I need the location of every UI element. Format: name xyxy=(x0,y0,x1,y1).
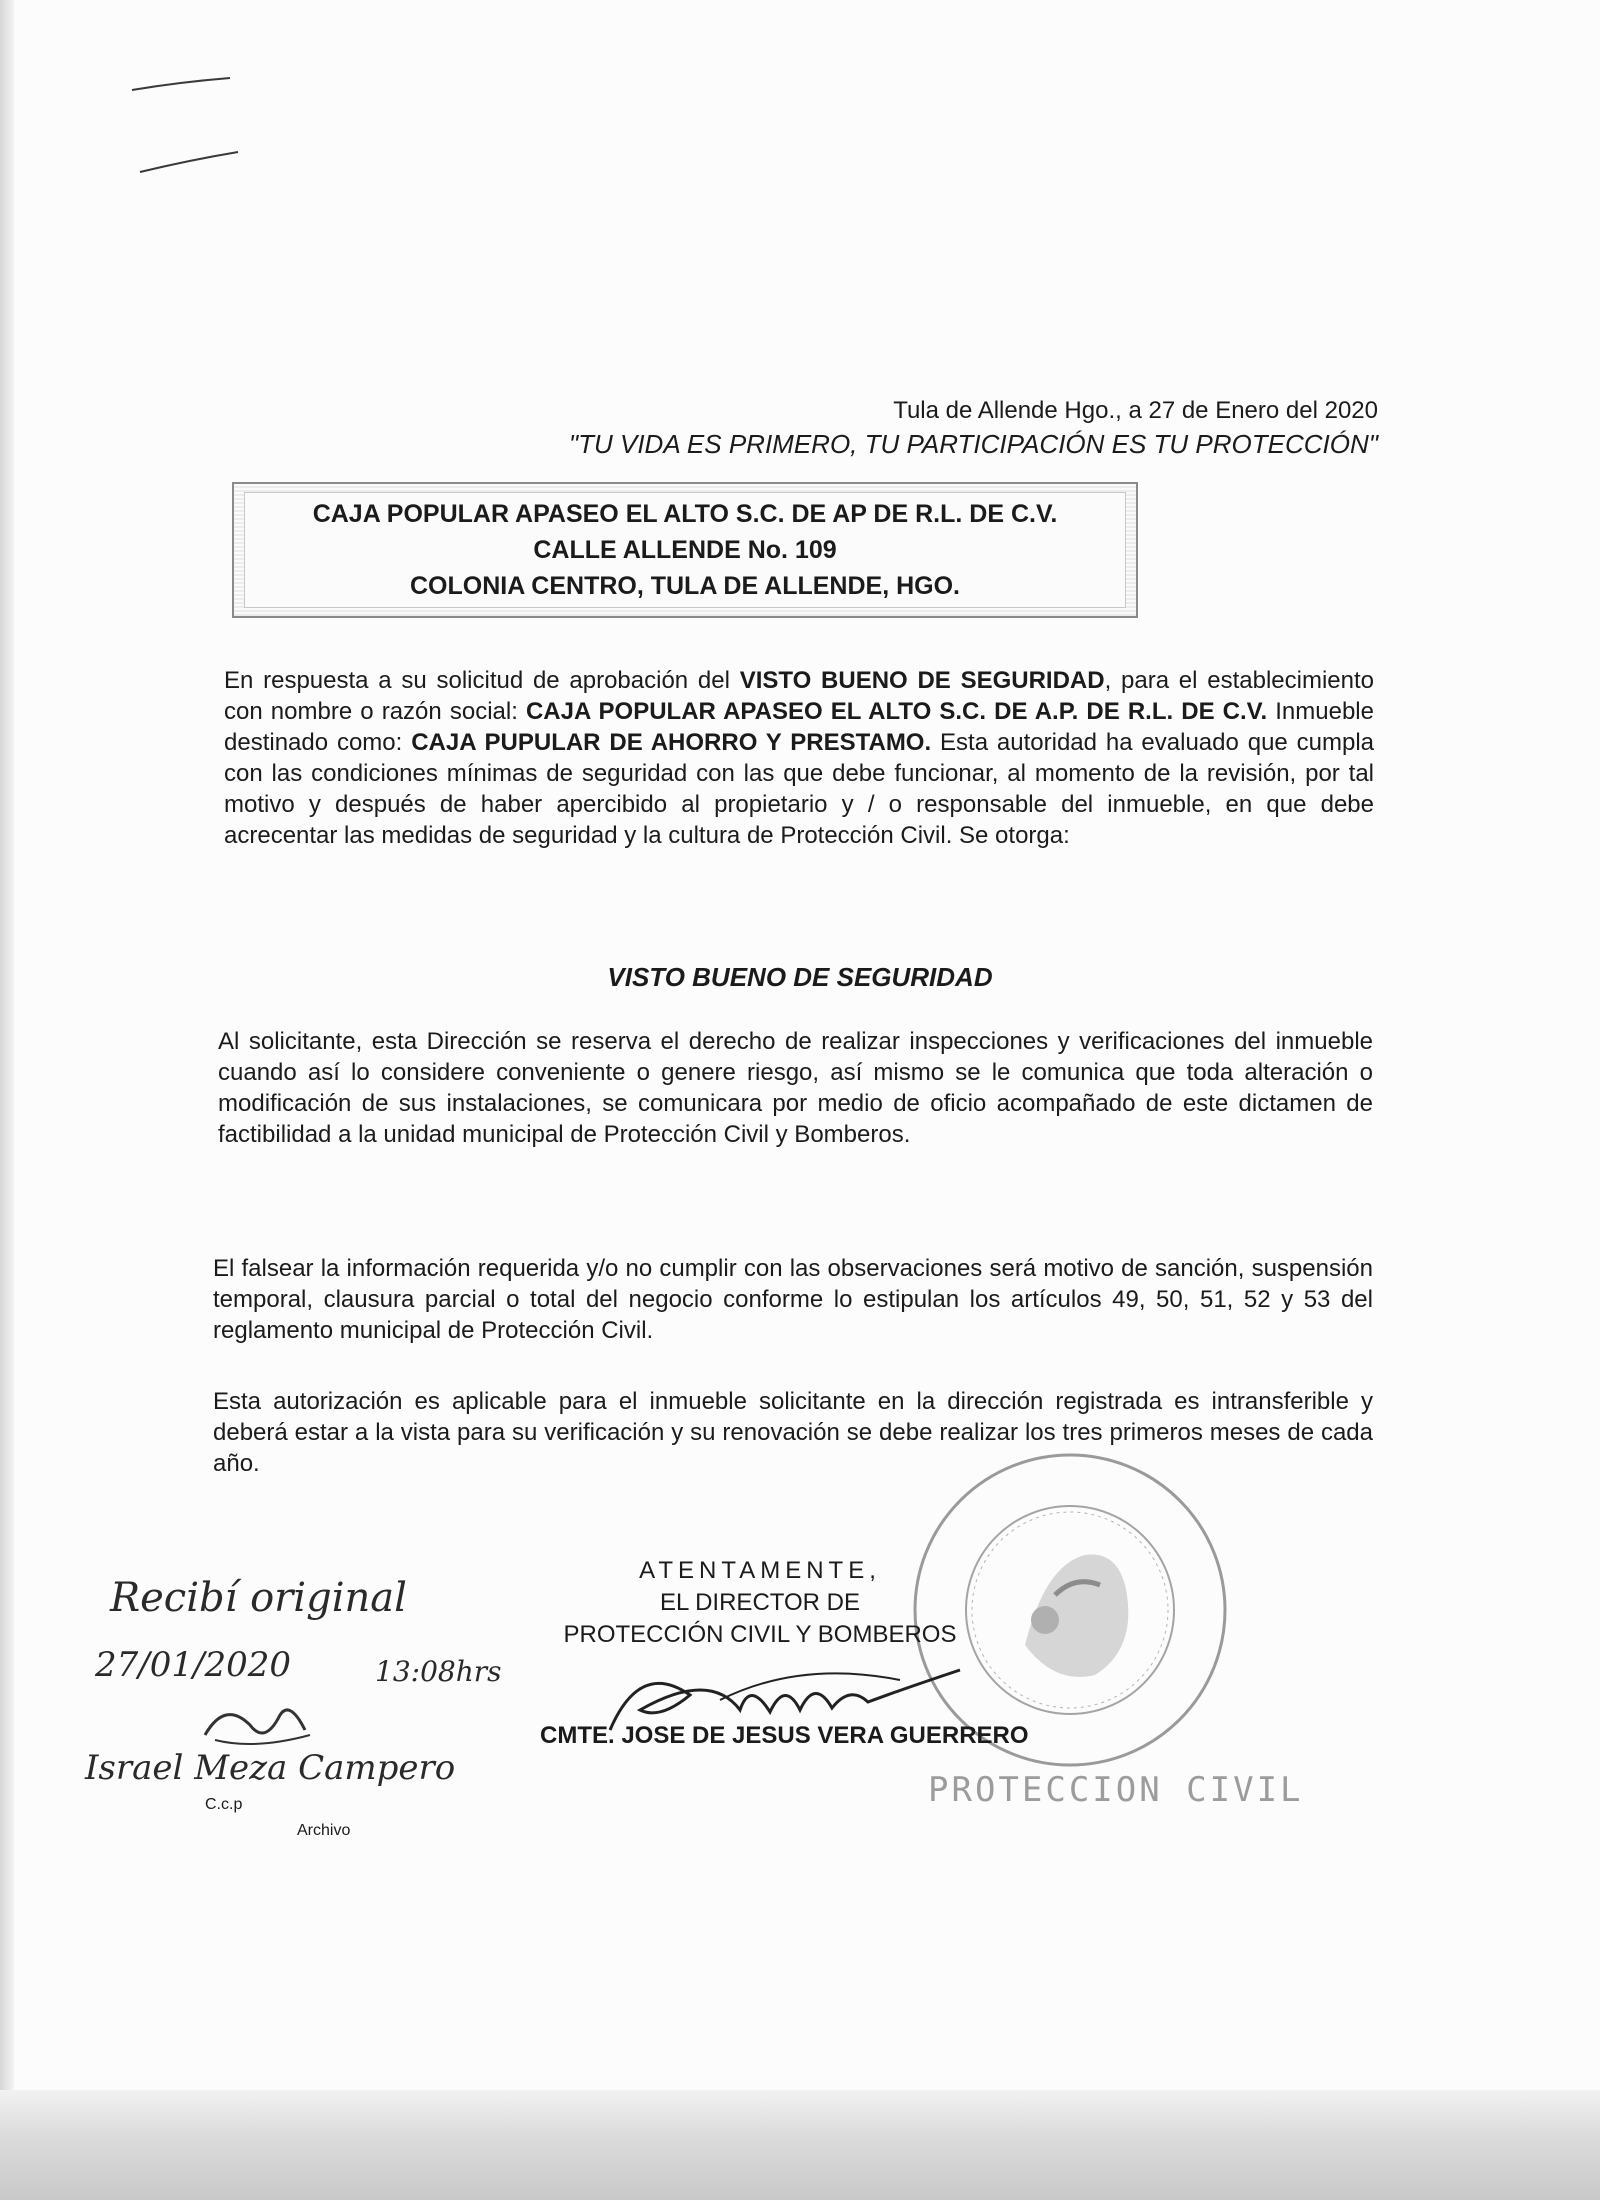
p1-text-g: Esta autoridad ha evaluado que cumpla con las condiciones mínimas de seguridad con las que debe funcionar, al momento de la revisión, por tal motivo y después de haber apercibido al propietario y / o responsable del inmueble, en que debe acrecentar las medidas de seguridad y la cultura de Protección Civil. Se otorga: xyxy=(224,729,1375,849)
signature-block xyxy=(560,1555,960,1651)
receipt-note-name: Israel Meza Campero xyxy=(85,1748,456,1788)
p1-text-c: , para el establecimiento con nombre o razón social: xyxy=(224,667,1374,725)
paragraph-validity: Esta autorización es aplicable para el inmueble solicitante en la dirección registrada es intransferible y deberá estar a la vista para su verificación y su renovación se debe realizar los tres primeros meses de cada año. xyxy=(213,1388,1373,1477)
signer-title-1: EL DIRECTOR DE xyxy=(659,1589,861,1616)
addressee-line-2: CALLE ALLENDE No. 109 xyxy=(533,536,837,564)
addressee-box xyxy=(232,482,1138,618)
paragraph-request xyxy=(224,665,1374,851)
archivo-label: Archivo xyxy=(297,1822,351,1839)
receipt-note-time: 13:08hrs xyxy=(375,1655,502,1688)
receiver-initials-signature xyxy=(195,1695,325,1755)
stamp-protection-civil: PROTECCION CIVIL xyxy=(928,1770,1304,1810)
dateline: Tula de Allende Hgo., a 27 de Enero del 2020 xyxy=(893,397,1378,424)
closing: ATENTAMENTE, xyxy=(639,1557,881,1584)
signer-name: CMTE. JOSE DE JESUS VERA GUERRERO xyxy=(540,1722,1029,1749)
scan-page-edge xyxy=(0,0,14,2200)
scan-bottom-edge xyxy=(0,2090,1600,2200)
addressee-line-3: COLONIA CENTRO, TULA DE ALLENDE, HGO. xyxy=(410,572,960,600)
p1-text-e: Inmueble destinado como: xyxy=(224,698,1374,756)
p1-bold-use: CAJA PUPULAR DE AHORRO Y PRESTAMO. xyxy=(411,729,932,756)
paragraph-inspections: Al solicitante, esta Dirección se reserva el derecho de realizar inspecciones y verificaciones del inmueble cuando así lo considere conveniente o genere riesgo, así mismo se le comunica que toda alteración o modificación de sus instalaciones, se comunicara por medio de oficio acompañado de este dictamen de factibilidad a la unidad municipal de Protección Civil y Bomberos. xyxy=(218,1028,1373,1148)
margin-pen-marks xyxy=(120,60,260,190)
ccp-label: C.c.p xyxy=(205,1796,243,1813)
section-title: VISTO BUENO DE SEGURIDAD xyxy=(607,962,993,992)
paragraph-sanctions: El falsear la información requerida y/o no cumplir con las observaciones será motivo de sanción, suspensión temporal, clausura parcial o total del negocio conforme lo estipulan los artículos 49, 50, 51, 52 y 53 del reglamento municipal de Protección Civil. xyxy=(213,1255,1373,1344)
p1-bold-permit: VISTO BUENO DE SEGURIDAD xyxy=(739,667,1105,694)
receipt-note-line-1: Recibí original xyxy=(110,1575,407,1621)
p1-bold-company: CAJA POPULAR APASEO EL ALTO S.C. DE A.P. DE R.L. DE C.V. xyxy=(525,698,1268,725)
addressee-line-1: CAJA POPULAR APASEO EL ALTO S.C. DE AP DE R.L. DE C.V. xyxy=(312,500,1058,528)
p1-text-a: En respuesta a su solicitud de aprobación del xyxy=(224,667,740,694)
receipt-note-date: 27/01/2020 xyxy=(95,1645,291,1685)
motto: "TU VIDA ES PRIMERO, TU PARTICIPACIÓN ES TU PROTECCIÓN" xyxy=(568,429,1378,459)
signer-title-2: PROTECCIÓN CIVIL Y BOMBEROS xyxy=(563,1621,957,1648)
